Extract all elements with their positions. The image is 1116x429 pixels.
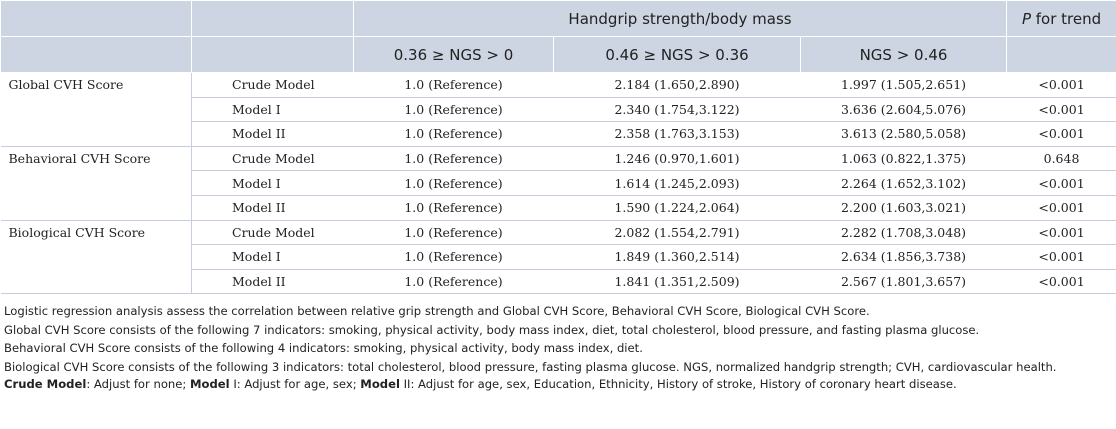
group-label: Global CVH Score <box>1 73 192 147</box>
header-row-sub <box>1 37 1116 73</box>
header-row-top <box>1 1 1116 37</box>
cell-ngs-high: 3.613 (2.580,5.058) <box>801 122 1007 147</box>
cell-p-trend: <0.001 <box>1007 269 1116 294</box>
note-line: Global CVH Score consists of the following 7 indicators: smoking, physical activity, body mass index, diet, total cholesterol, blood pressure, and fasting plasma glucose. <box>4 322 980 337</box>
cell-ngs-high: 2.634 (1.856,3.738) <box>801 245 1007 270</box>
cell-ngs-high: 2.264 (1.652,3.102) <box>801 171 1007 196</box>
crude-model-label: Crude Model <box>4 376 87 391</box>
group-label: Biological CVH Score <box>1 220 192 294</box>
cell-ngs-mid: 1.614 (1.245,2.093) <box>554 171 801 196</box>
cell-ngs-mid: 2.358 (1.763,3.153) <box>554 122 801 147</box>
group-label: Behavioral CVH Score <box>1 146 192 220</box>
cell-p-trend: <0.001 <box>1007 97 1116 122</box>
cell-p-trend: <0.001 <box>1007 171 1116 196</box>
model-label: Crude Model <box>192 220 354 245</box>
cell-ngs-high: 2.282 (1.708,3.048) <box>801 220 1007 245</box>
model-i-text: I: Adjust for age, sex; <box>229 376 361 391</box>
header-p-trend <box>1007 1 1116 37</box>
cell-ngs-high: 3.636 (2.604,5.076) <box>801 97 1007 122</box>
cell-p-trend: <0.001 <box>1007 245 1116 270</box>
header-group-title: Handgrip strength/body mass <box>354 1 1007 37</box>
cell-ngs-low: 1.0 (Reference) <box>354 220 554 245</box>
model-label: Model II <box>192 122 354 147</box>
crude-model-text: : Adjust for none; <box>86 376 190 391</box>
cell-ngs-mid: 1.590 (1.224,2.064) <box>554 195 801 220</box>
cell-ngs-high: 1.063 (0.822,1.375) <box>801 146 1007 171</box>
p-italic: P <box>1021 9 1031 28</box>
cell-ngs-low: 1.0 (Reference) <box>354 122 554 147</box>
cell-ngs-low: 1.0 (Reference) <box>354 97 554 122</box>
header-empty-4 <box>192 37 354 73</box>
header-ngs-high: NGS > 0.46 <box>801 37 1007 73</box>
model-label: Model I <box>192 97 354 122</box>
table-row <box>1 220 1116 245</box>
cell-ngs-high: 2.567 (1.801,3.657) <box>801 269 1007 294</box>
cell-p-trend: <0.001 <box>1007 122 1116 147</box>
model-i-label: Model <box>190 376 230 391</box>
cell-ngs-low: 1.0 (Reference) <box>354 269 554 294</box>
note-models <box>4 375 1112 394</box>
header-empty-5 <box>1007 37 1116 73</box>
note-line: Behavioral CVH Score consists of the following 4 indicators: smoking, physical activity, body mass index, diet. <box>4 341 643 356</box>
p-rest: for trend <box>1030 9 1102 28</box>
cell-ngs-low: 1.0 (Reference) <box>354 171 554 196</box>
cell-ngs-low: 1.0 (Reference) <box>354 195 554 220</box>
cell-ngs-mid: 2.340 (1.754,3.122) <box>554 97 801 122</box>
table-notes <box>0 294 1116 393</box>
cell-p-trend: <0.001 <box>1007 220 1116 245</box>
note-line: Logistic regression analysis assess the correlation between relative grip strength and Global CVH Score, Behavioral CVH Score, Biological CVH Score. <box>4 304 870 319</box>
cell-ngs-high: 1.997 (1.505,2.651) <box>801 73 1007 98</box>
model-label: Crude Model <box>192 146 354 171</box>
note-line: Biological CVH Score consists of the following 3 indicators: total cholesterol, blood pressure, fasting plasma glucose. NGS, normalized handgrip strength; CVH, cardiovascular health. <box>4 359 1057 374</box>
cell-p-trend: 0.648 <box>1007 146 1116 171</box>
cell-ngs-mid: 1.841 (1.351,2.509) <box>554 269 801 294</box>
header-empty-3 <box>1 37 192 73</box>
cell-ngs-high: 2.200 (1.603,3.021) <box>801 195 1007 220</box>
cell-ngs-mid: 1.246 (0.970,1.601) <box>554 146 801 171</box>
cell-ngs-low: 1.0 (Reference) <box>354 73 554 98</box>
table-row <box>1 146 1116 171</box>
cell-ngs-mid: 2.184 (1.650,2.890) <box>554 73 801 98</box>
table-row <box>1 73 1116 98</box>
header-empty-2 <box>192 1 354 37</box>
header-empty-1 <box>1 1 192 37</box>
cell-p-trend: <0.001 <box>1007 73 1116 98</box>
model-label: Model II <box>192 195 354 220</box>
header-ngs-mid: 0.46 ≥ NGS > 0.36 <box>554 37 801 73</box>
model-label: Crude Model <box>192 73 354 98</box>
cell-ngs-mid: 2.082 (1.554,2.791) <box>554 220 801 245</box>
model-label: Model I <box>192 245 354 270</box>
cell-p-trend: <0.001 <box>1007 195 1116 220</box>
model-label: Model I <box>192 171 354 196</box>
cell-ngs-low: 1.0 (Reference) <box>354 146 554 171</box>
cell-ngs-mid: 1.849 (1.360,2.514) <box>554 245 801 270</box>
header-ngs-low: 0.36 ≥ NGS > 0 <box>354 37 554 73</box>
model-label: Model II <box>192 269 354 294</box>
model-ii-label: Model <box>360 376 400 391</box>
model-ii-text: II: Adjust for age, sex, Education, Ethnicity, History of stroke, History of coronary heart disease. <box>399 376 957 391</box>
cell-ngs-low: 1.0 (Reference) <box>354 245 554 270</box>
